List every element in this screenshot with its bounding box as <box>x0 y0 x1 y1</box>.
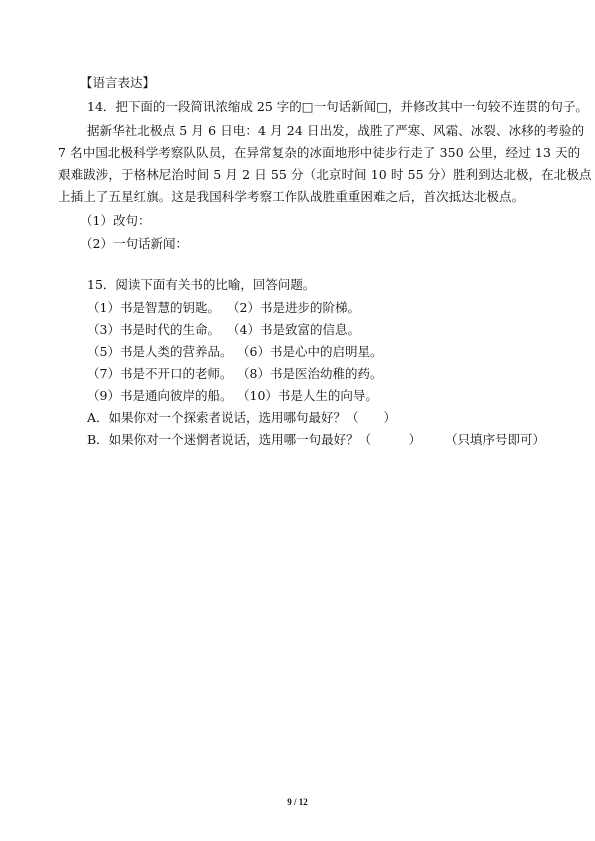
metaphor-item: （6）书是心中的启明星。 <box>237 344 383 359</box>
passage-line: 上插上了五星红旗。这是我国科学考察工作队战胜重重困难之后，首次抵达北极点。 <box>58 189 525 204</box>
page-number: 9 / 12 <box>287 797 308 807</box>
metaphor-item: （4）书是致富的信息。 <box>227 322 360 337</box>
q15-prompt: 15．阅读下面有关书的比喻，回答问题。 <box>87 277 316 292</box>
metaphor-item: （10）书是人生的向导。 <box>237 388 378 403</box>
metaphor-row <box>87 385 378 407</box>
q15-question-b-row <box>87 429 546 451</box>
metaphor-item: （5）书是人类的营养品。 <box>87 344 233 359</box>
q14-passage <box>58 120 592 208</box>
metaphor-item: （9）书是通向彼岸的船。 <box>87 388 233 403</box>
metaphor-row <box>87 363 383 385</box>
passage-line: 7 名中国北极科学考察队队员，在异常复杂的冰面地形中徒步行走了 350 公里，经过 13 天的 <box>58 145 581 160</box>
metaphor-item: （1）书是智慧的钥匙。 <box>87 300 220 315</box>
q14-item-2: （2）一句话新闻： <box>80 236 188 251</box>
section-title: 【语言表达】 <box>80 75 156 90</box>
metaphor-item: （2）书是进步的阶梯。 <box>227 300 360 315</box>
metaphor-row <box>87 297 360 319</box>
q15-question-b: B．如果你对一个迷惘者说话，选用哪一句最好？（ ） <box>87 432 422 447</box>
q15-question-a: A．如果你对一个探索者说话，选用哪句最好？（ ） <box>87 410 397 425</box>
metaphor-item: （3）书是时代的生命。 <box>87 322 220 337</box>
passage-line: 据新华社北极点 5 月 6 日电：4 月 24 日出发，战胜了严寒、风霜、冰裂、冰移的考验的 <box>87 123 585 138</box>
q15-hint: （只填序号即可） <box>445 432 546 447</box>
metaphor-row <box>87 319 360 341</box>
metaphor-row <box>87 341 383 363</box>
q14-prompt: 14．把下面的一段简讯浓缩成 25 字的□一句话新闻□，并修改其中一句较不连贯的句子。 <box>87 99 588 114</box>
metaphor-item: （7）书是不开口的老师。 <box>87 366 233 381</box>
q14-item-1: （1）改句： <box>80 213 151 228</box>
metaphor-item: （8）书是医治幼稚的药。 <box>237 366 383 381</box>
passage-line: 艰难跋涉，于格林尼治时间 5 月 2 日 55 分（北京时间 10 时 55 分）胜利到达北极，在北极点 <box>58 167 592 182</box>
